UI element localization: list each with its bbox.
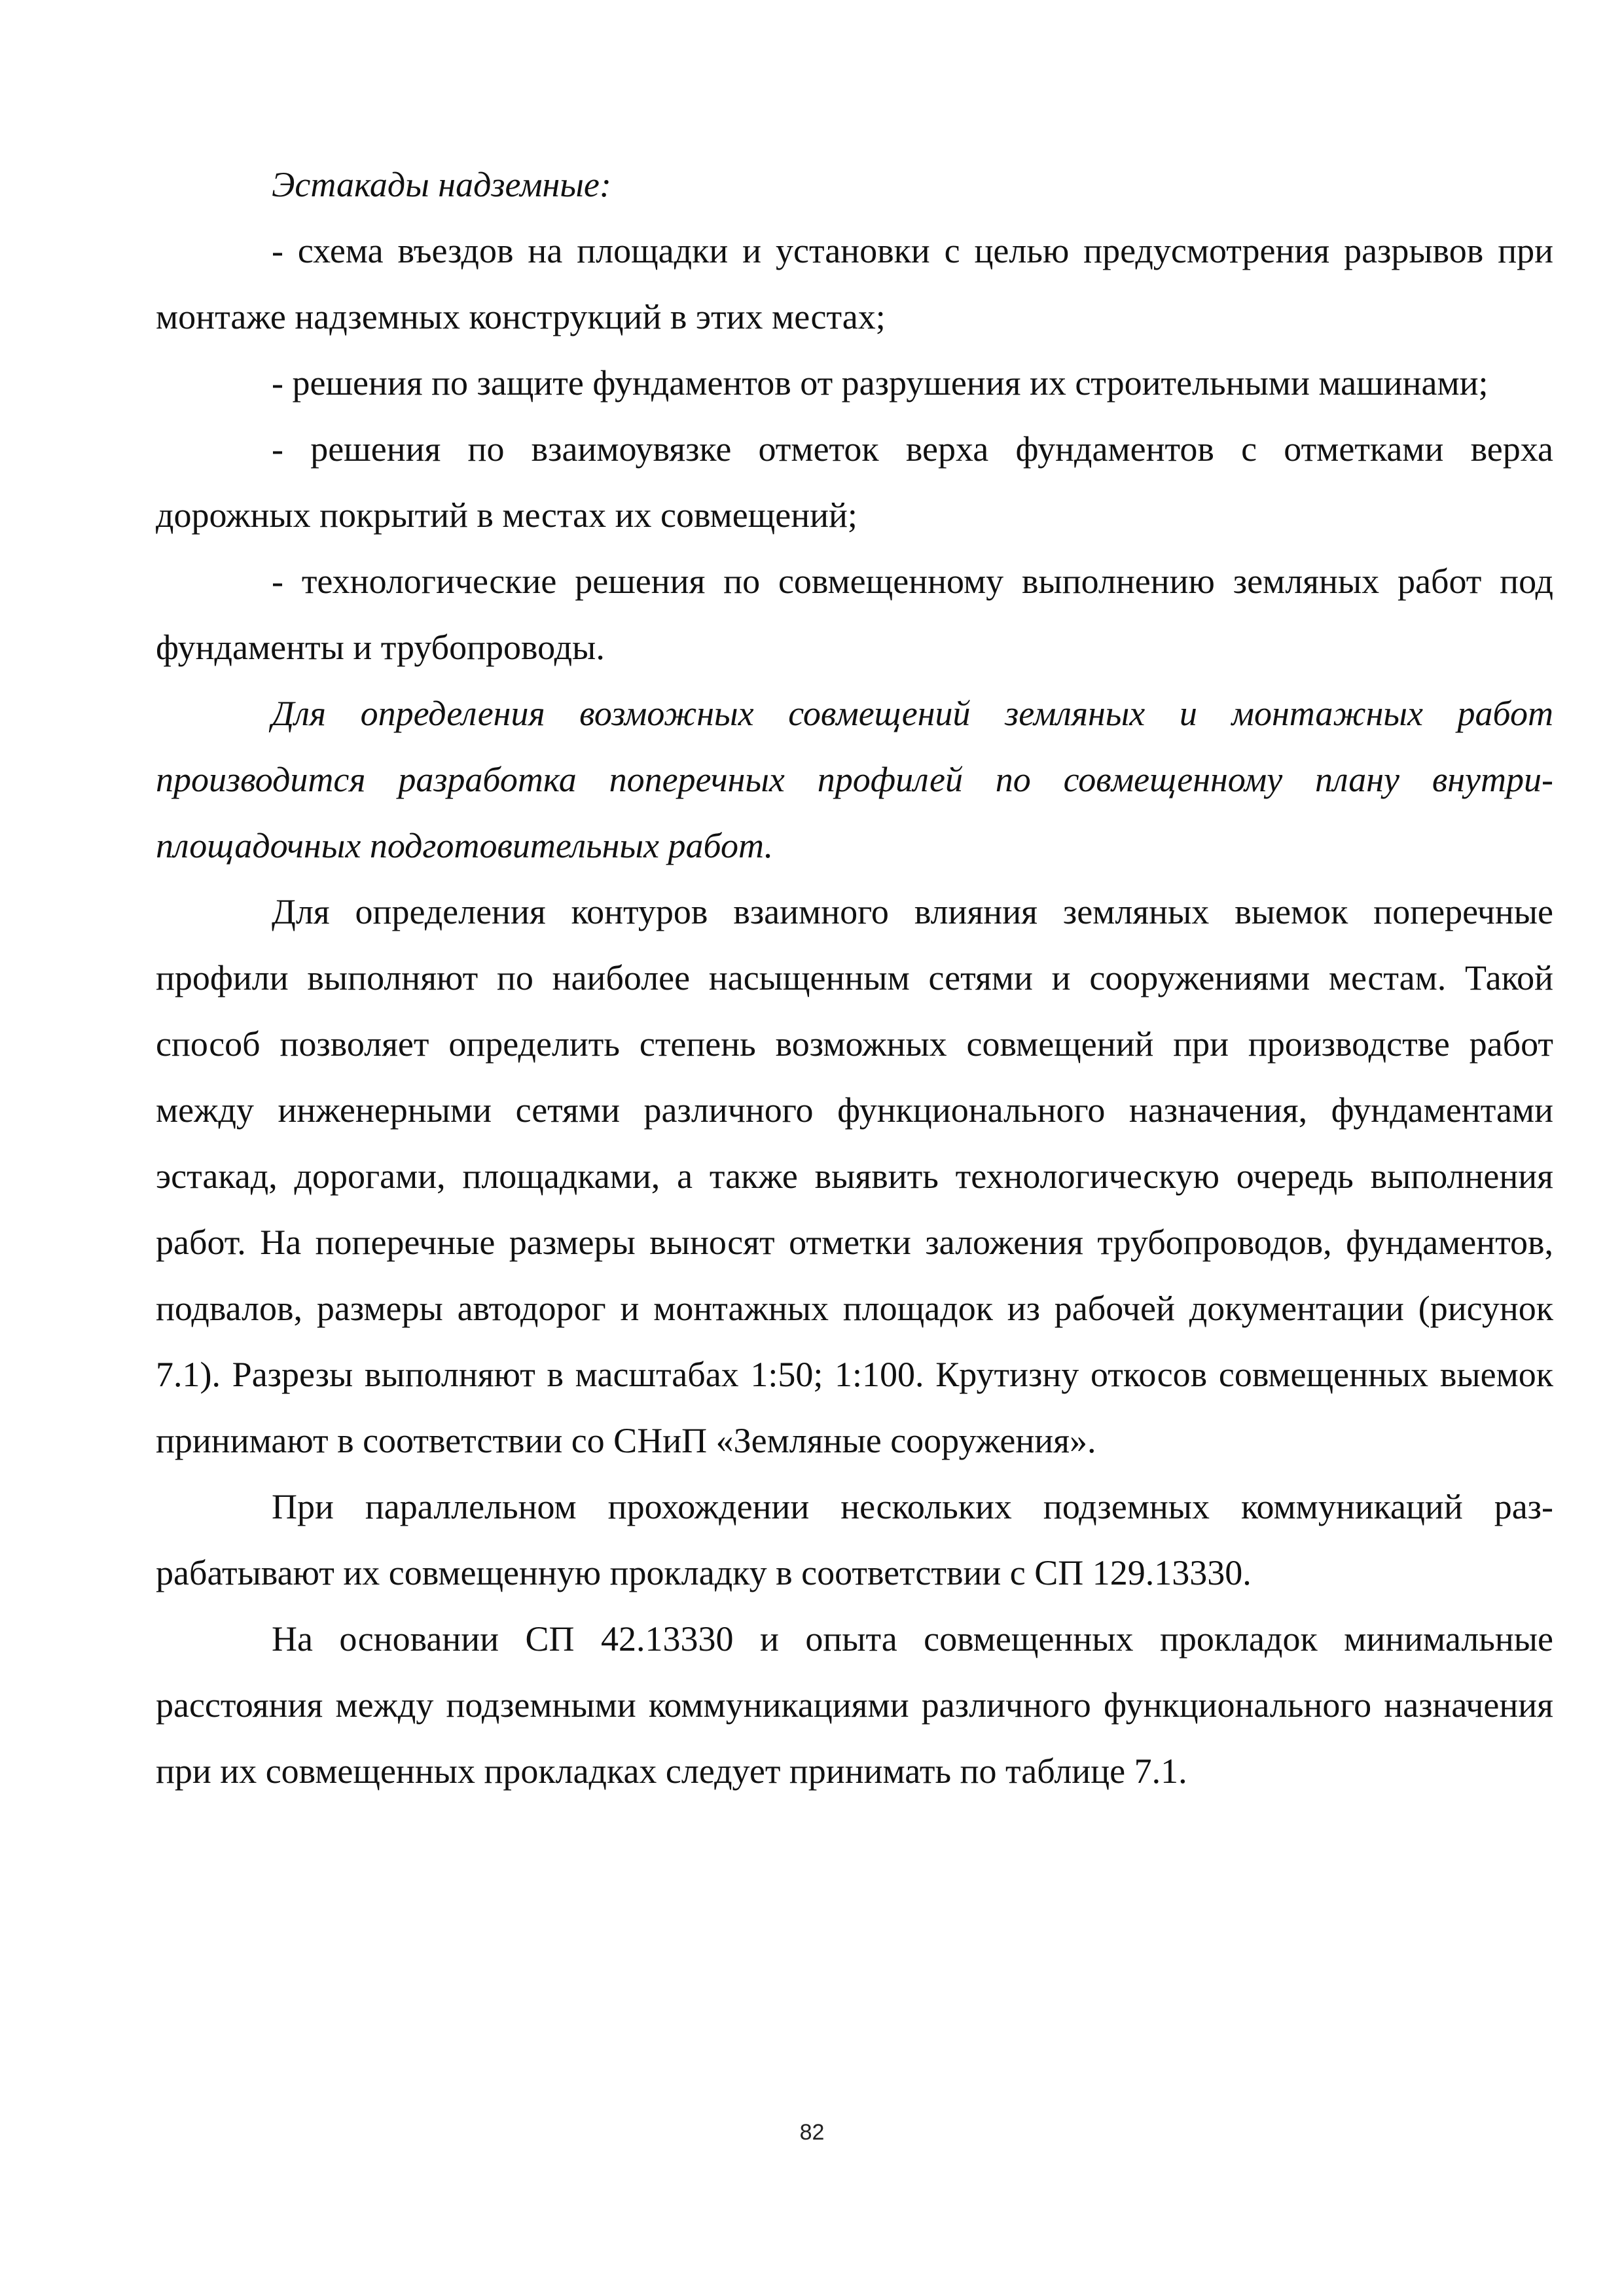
section-heading: Эстакады надземные: — [272, 165, 611, 204]
paragraph-entrance-scheme: - схема въездов на площадки и установки с целью предусмотрения разрывов при монтаже надземных конструкций в этих местах; — [156, 231, 1553, 336]
paragraph-parallel-utilities: При параллельном прохождении нескольких подземных коммуникаций разрабатывают их совмещенную прокладку в соответствии с СП 129.13330. — [156, 1487, 1553, 1592]
page-content — [156, 152, 1553, 1804]
paragraph-technological-solutions: - технологические решения по совмещенному выполнению земляных работ под фундаменты и трубопроводы. — [156, 562, 1553, 667]
page-number: 82 — [799, 2120, 825, 2145]
paragraph-influence-contours: Для определения контуров взаимного влияния земляных выемок поперечные профили выполняют по наиболее насыщенным сетями и сооружениями местам. Такой способ позволяет определить степень возможных совмещений при производстве работ между инженерными сетями различного функционального назначения, фундаментами эстакад, дорогами, площадками, а также выявить технологическую очередь выполнения работ. На поперечные размеры выносят отметки заложения трубопроводов, фундаментов, подвалов, размеры автодорог и монтажных площадок из рабочей документации (рисунок 7.1). Разрезы выполняют в масштабах 1:50; 1:100. Крутизну откосов совмещенных выемок принимают в соответствии со СНиП «Земляные сооружения». — [156, 892, 1553, 1460]
paragraph-minimum-distances: На основании СП 42.13330 и опыта совмещенных прокладок минимальные расстояния между подземными коммуникациями различного функционального назначения при их совмещенных прокладках следует принимать по таблице 7.1. — [156, 1619, 1553, 1791]
paragraph-foundation-protection: - решения по защите фундаментов от разрушения их строительными машинами; — [272, 363, 1489, 403]
paragraph-elevation-coordination: - решения по взаимоувязке отметок верха фундаментов с отметками верха дорожных покрытий в местах их совмещений; — [156, 429, 1553, 535]
paragraph-cross-profiles: Для определения возможных совмещений земляных и монтажных работ производится разработка поперечных профилей по совмещенному плану внутриплощадочных подготовительных работ. — [156, 694, 1553, 865]
